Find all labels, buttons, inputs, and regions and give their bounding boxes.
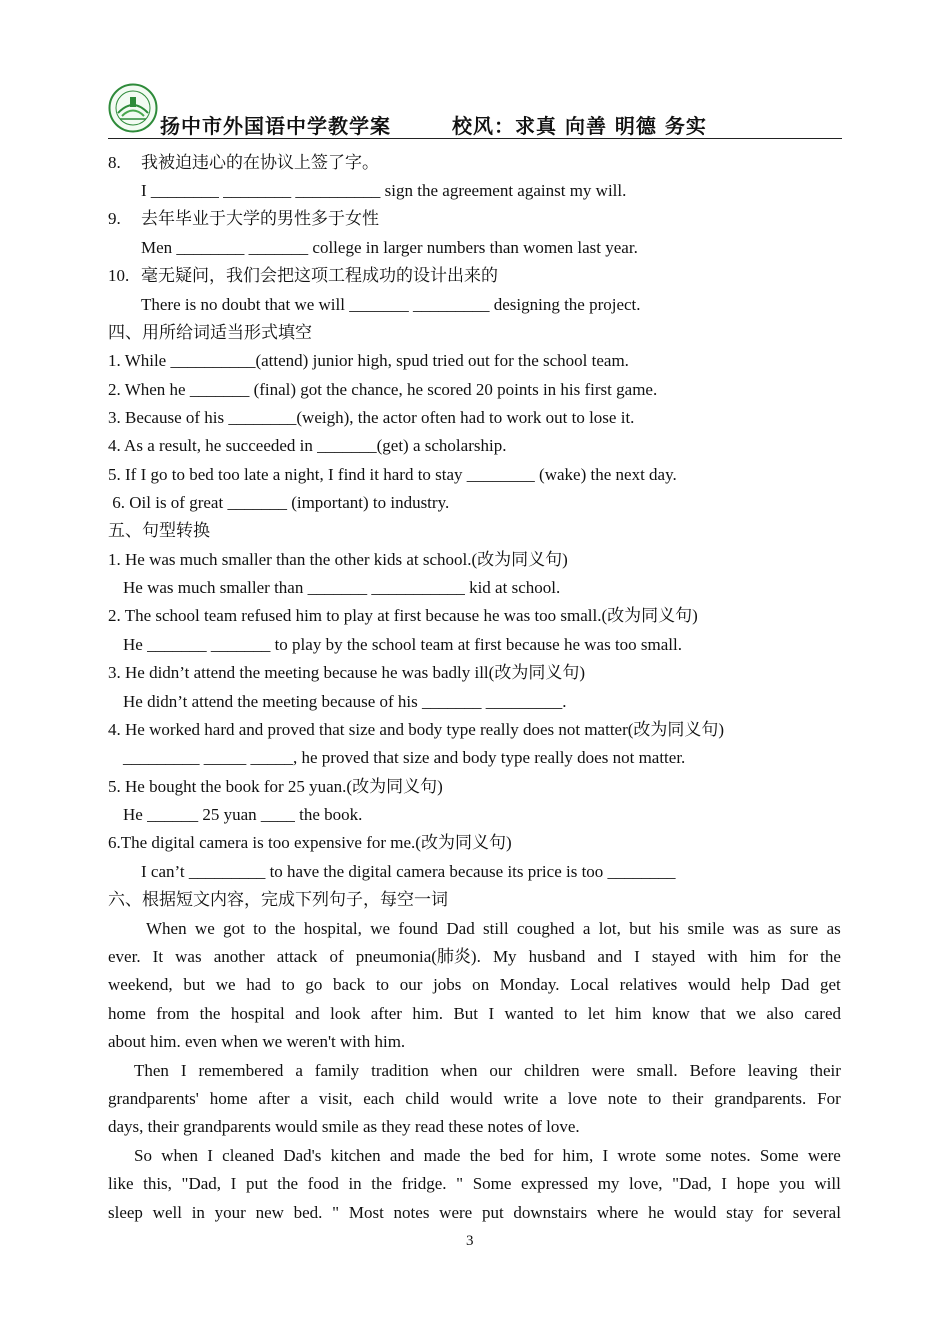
passage-word: to	[564, 1004, 578, 1023]
passage-word: So	[134, 1146, 152, 1165]
passage-word: ever.	[108, 947, 141, 966]
passage-word: grandparents'	[108, 1089, 199, 1108]
passage-word: were	[439, 1203, 473, 1222]
passage-word: notes.	[710, 1146, 751, 1165]
transform-question: 2. The school team refused him to play at first because he was too small.(改为同义句)	[108, 606, 698, 625]
passage-word: this,	[143, 1174, 172, 1193]
passage-word: we	[370, 919, 391, 938]
passage-word: to	[281, 975, 295, 994]
passage-word: Dad	[446, 919, 475, 938]
header-divider	[108, 138, 842, 139]
passage-line-text: days, their grandparents would smile as they read these notes of love.	[108, 1117, 580, 1136]
fill-in-item: 4. As a result, he succeeded in _______(get) a scholarship.	[108, 436, 507, 455]
passage-word: Local	[570, 975, 609, 994]
passage-word: were	[591, 1061, 625, 1080]
passage-word: him	[749, 947, 777, 966]
passage-line	[108, 1031, 841, 1053]
passage-word: we	[215, 975, 236, 994]
passage-word: Dad	[781, 975, 810, 994]
passage-word: back	[333, 975, 366, 994]
passage-word: look	[330, 1004, 361, 1023]
passage-word: for	[533, 1146, 554, 1165]
passage-word: bed.	[293, 1203, 323, 1222]
passage-word: him	[615, 1004, 642, 1023]
item-number: 8.	[108, 153, 121, 172]
passage-word: after	[370, 1004, 402, 1023]
passage-word: he	[648, 1203, 665, 1222]
chinese-sentence: 去年毕业于大学的男性多于女性	[141, 209, 379, 228]
passage-word: coughed	[516, 919, 575, 938]
passage-word: on	[472, 975, 490, 994]
passage-word: will	[814, 1174, 841, 1193]
passage-word: "	[332, 1203, 340, 1222]
passage-word: "	[456, 1174, 464, 1193]
passage-word: leaving	[747, 1061, 798, 1080]
passage-word: still	[483, 919, 509, 938]
transform-answer: He didn’t attend the meeting because of his _______ _________.	[123, 692, 567, 711]
passage-word: grandparents.	[714, 1089, 807, 1108]
passage-word: hospital,	[303, 919, 362, 938]
passage-word: to	[648, 1089, 662, 1108]
passage-word: several	[792, 1203, 841, 1222]
translation-blank-line: I ________ ________ __________ sign the agreement against my will.	[141, 181, 627, 200]
passage-word: food	[307, 1174, 339, 1193]
passage-word: bed	[499, 1146, 525, 1165]
passage-word: sleep	[108, 1203, 143, 1222]
passage-word: smile	[687, 919, 725, 938]
passage-word: tradition	[371, 1061, 429, 1080]
passage-word: hope	[736, 1174, 770, 1193]
passage-word: "Dad,	[672, 1174, 712, 1193]
passage-word: cared	[804, 1004, 841, 1023]
passage-word: let	[587, 1004, 605, 1023]
passage-word: their	[809, 1061, 841, 1080]
passage-word: small.	[636, 1061, 678, 1080]
passage-word: fridge.	[401, 1174, 447, 1193]
passage-word: For	[817, 1089, 841, 1108]
transform-question: 3. He didn’t attend the meeting because he was badly ill(改为同义句)	[108, 663, 585, 682]
passage-word: their	[672, 1089, 704, 1108]
passage-word: would	[687, 975, 731, 994]
passage-word: the	[469, 1146, 491, 1165]
fill-in-item: 3. Because of his ________(weigh), the actor often had to work out to lose it.	[108, 408, 635, 427]
passage-line	[108, 946, 841, 968]
passage-word: got	[223, 919, 245, 938]
passage-word: kitchen	[330, 1146, 381, 1165]
passage-word: as	[767, 919, 782, 938]
passage-word: put	[481, 1203, 504, 1222]
transform-question: 6.The digital camera is too expensive for me.(改为同义句)	[108, 833, 512, 852]
transform-answer: He was much smaller than _______ ___________ kid at school.	[123, 578, 561, 597]
passage-word: love,	[629, 1174, 663, 1193]
passage-word: relatives	[619, 975, 678, 994]
passage-word: Dad's	[283, 1146, 322, 1165]
passage-word: I	[488, 1004, 495, 1023]
passage-word: a	[549, 1089, 557, 1108]
passage-word: Then	[134, 1061, 169, 1080]
passage-word: help	[741, 975, 771, 994]
transform-answer: _________ _____ _____, he proved that size and body type really does not matter.	[123, 748, 686, 767]
passage-word: But	[453, 1004, 479, 1023]
school-logo	[108, 83, 158, 133]
passage-word: with	[707, 947, 738, 966]
passage-word: pneumonia(肺炎).	[355, 947, 481, 966]
passage-word: another	[213, 947, 265, 966]
passage-line	[108, 974, 841, 996]
transform-answer: He _______ _______ to play by the school team at first because he was too small.	[123, 635, 682, 654]
section-heading: 四、用所给词适当形式填空	[108, 323, 312, 342]
passage-word: well	[152, 1203, 182, 1222]
passage-word: cleaned	[222, 1146, 275, 1165]
passage-word: our	[399, 975, 423, 994]
header-title: 扬中市外国语中学教学案	[160, 114, 391, 138]
passage-word: child	[405, 1089, 440, 1108]
passage-word: I	[180, 1061, 187, 1080]
passage-word: hospital	[230, 1004, 285, 1023]
passage-word: go	[305, 975, 323, 994]
passage-word: put	[245, 1174, 268, 1193]
passage-word: to	[253, 919, 267, 938]
fill-in-item: 6. Oil is of great _______ (important) to industry.	[108, 493, 450, 512]
passage-word: "Dad,	[181, 1174, 222, 1193]
passage-word: the	[820, 947, 841, 966]
passage-word: for	[763, 1203, 784, 1222]
passage-word: attack	[276, 947, 318, 966]
passage-word: home	[108, 1004, 146, 1023]
passage-word: our	[489, 1061, 513, 1080]
passage-word: I	[721, 1174, 727, 1193]
passage-word: sure	[789, 919, 819, 938]
passage-word: It	[152, 947, 164, 966]
translation-blank-line: There is no doubt that we will _______ _________ designing the project.	[141, 295, 641, 314]
passage-word: where	[596, 1203, 639, 1222]
passage-word: in	[191, 1203, 205, 1222]
section-heading: 五、句型转换	[108, 521, 210, 540]
passage-word: had	[246, 975, 271, 994]
passage-word: made	[423, 1146, 461, 1165]
passage-word: him,	[562, 1146, 594, 1165]
fill-in-item: 1. While __________(attend) junior high, spud tried out for the school team.	[108, 351, 629, 370]
passage-word: I	[602, 1146, 609, 1165]
passage-line	[146, 918, 841, 940]
passage-word: like	[108, 1174, 134, 1193]
passage-word: Some	[759, 1146, 799, 1165]
passage-word: were	[807, 1146, 841, 1165]
item-number: 10.	[108, 266, 130, 285]
passage-word: My	[492, 947, 517, 966]
passage-word: the	[274, 919, 296, 938]
passage-word: would	[450, 1089, 493, 1108]
passage-word: would	[673, 1203, 717, 1222]
passage-word: the	[199, 1004, 221, 1023]
chinese-sentence: 毫无疑问，我们会把这项工程成功的设计出来的	[141, 266, 498, 285]
passage-word: write	[503, 1089, 539, 1108]
passage-word: when	[161, 1146, 199, 1165]
passage-line	[108, 1003, 841, 1025]
passage-word: Most	[348, 1203, 384, 1222]
passage-word: his	[659, 919, 680, 938]
passage-word: after	[258, 1089, 290, 1108]
passage-word: when	[440, 1061, 478, 1080]
passage-word: jobs	[433, 975, 462, 994]
passage-word: I	[207, 1146, 213, 1165]
passage-word: from	[156, 1004, 190, 1023]
fill-in-item: 5. If I go to bed too late a night, I find it hard to stay ________ (wake) the next day.	[108, 465, 677, 484]
passage-word: husband	[528, 947, 586, 966]
passage-line	[108, 1088, 841, 1110]
passage-word: children	[523, 1061, 580, 1080]
passage-word: in	[348, 1174, 362, 1193]
passage-word: Monday.	[499, 975, 560, 994]
passage-word: Before	[689, 1061, 736, 1080]
header-motto: 校风：求真 向善 明德 务实	[452, 114, 707, 138]
passage-word: was	[175, 947, 202, 966]
passage-word: to	[375, 975, 390, 994]
passage-word: When	[146, 919, 187, 938]
transform-question: 5. He bought the book for 25 yuan.(改为同义句)	[108, 777, 443, 796]
passage-word: him.	[412, 1004, 444, 1023]
passage-word: weekend,	[108, 975, 173, 994]
passage-word: a	[295, 1061, 303, 1080]
passage-word: for	[788, 947, 809, 966]
passage-word: new	[255, 1203, 284, 1222]
section-heading: 六、根据短文内容，完成下列句子，每空一词	[108, 890, 448, 909]
passage-word: note	[607, 1089, 638, 1108]
passage-word: found	[398, 919, 439, 938]
passage-word: stay	[726, 1203, 754, 1222]
passage-word: visit,	[318, 1089, 353, 1108]
passage-word: of	[329, 947, 344, 966]
passage-word: you	[779, 1174, 805, 1193]
passage-word: was	[732, 919, 760, 938]
passage-line	[134, 1145, 841, 1167]
passage-line	[108, 1202, 841, 1224]
passage-word: and	[597, 947, 622, 966]
passage-word: the	[371, 1174, 393, 1193]
passage-word: the	[277, 1174, 299, 1193]
passage-word: and	[389, 1146, 415, 1165]
transform-answer: I can’t _________ to have the digital camera because its price is too ________	[141, 862, 676, 881]
passage-word: stayed	[651, 947, 696, 966]
passage-line	[108, 1173, 841, 1195]
passage-line	[134, 1060, 841, 1082]
passage-word: we	[736, 1004, 756, 1023]
passage-word: Some	[472, 1174, 512, 1193]
passage-line	[108, 1116, 841, 1138]
page-number: 3	[466, 1233, 474, 1249]
passage-word: expressed	[521, 1174, 589, 1193]
passage-word: family	[314, 1061, 360, 1080]
passage-word: some	[665, 1146, 702, 1165]
passage-word: we	[194, 919, 215, 938]
passage-word: a	[300, 1089, 308, 1108]
passage-word: my	[597, 1174, 620, 1193]
passage-word: downstairs	[513, 1203, 588, 1222]
passage-word: lot,	[598, 919, 621, 938]
passage-word: but	[183, 975, 206, 994]
passage-word: wrote	[617, 1146, 657, 1165]
passage-word: but	[629, 919, 651, 938]
translation-blank-line: Men ________ _______ college in larger numbers than women last year.	[141, 238, 638, 257]
passage-word: wanted	[504, 1004, 554, 1023]
passage-word: also	[766, 1004, 794, 1023]
passage-word: that	[700, 1004, 726, 1023]
chinese-sentence: 我被迫违心的在协议上签了字。	[141, 153, 379, 172]
passage-word: I	[230, 1174, 237, 1193]
passage-word: each	[363, 1089, 395, 1108]
passage-word: I	[634, 947, 640, 966]
passage-word: and	[295, 1004, 320, 1023]
transform-question: 1. He was much smaller than the other kids at school.(改为同义句)	[108, 550, 568, 569]
transform-question: 4. He worked hard and proved that size and body type really does not matter(改为同义句)	[108, 720, 725, 739]
passage-word: as	[826, 919, 841, 938]
passage-word: know	[652, 1004, 690, 1023]
passage-word: love	[567, 1089, 598, 1108]
passage-word: your	[214, 1203, 246, 1222]
passage-word: home	[209, 1089, 248, 1108]
passage-word: a	[582, 919, 591, 938]
passage-word: remembered	[198, 1061, 284, 1080]
item-number: 9.	[108, 209, 121, 228]
passage-word: notes	[393, 1203, 430, 1222]
passage-word: get	[820, 975, 841, 994]
fill-in-item: 2. When he _______ (final) got the chance, he scored 20 points in his first game.	[108, 380, 658, 399]
transform-answer: He ______ 25 yuan ____ the book.	[123, 805, 363, 824]
passage-line-text: about him. even when we weren't with him.	[108, 1032, 406, 1051]
